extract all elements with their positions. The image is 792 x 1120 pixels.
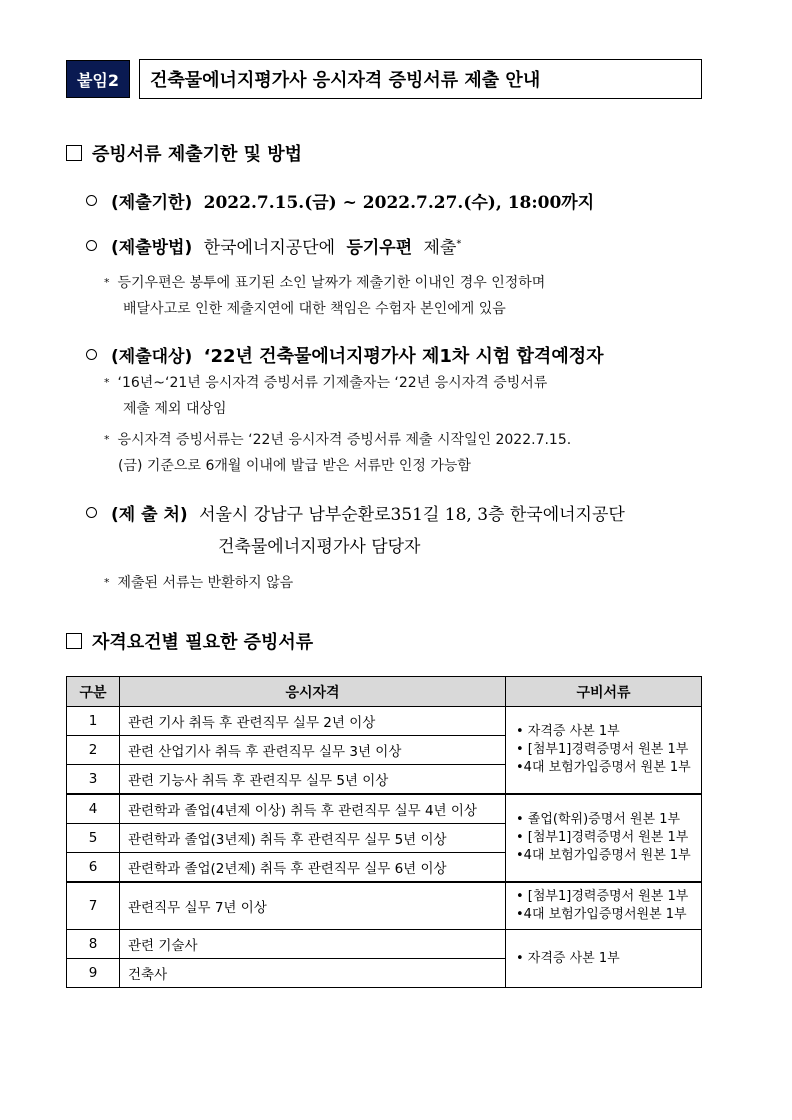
row-num: 3	[67, 765, 120, 795]
docs-group-4	[506, 930, 702, 988]
docs-group-3	[506, 882, 702, 930]
target-note2	[104, 427, 704, 479]
deadline-label: (제출기한)	[111, 193, 193, 213]
checkbox-square-icon	[66, 633, 82, 649]
row-num: 1	[67, 707, 120, 736]
doc-item: • [첨부1]경력증명서 원본 1부	[516, 830, 689, 845]
table-row	[67, 930, 702, 959]
deadline-item	[86, 188, 594, 213]
target-note2-line1: 응시자격 증빙서류는 ‘22년 응시자격 증빙서류 제출 시작일인 2022.7.15.	[117, 432, 572, 448]
target-note1-line2: 제출 제외 대상임	[123, 401, 227, 417]
circle-bullet-icon	[86, 507, 97, 518]
doc-item: • 자격증 사본 1부	[516, 950, 620, 966]
row-qual: 관련직무 실무 7년 이상	[120, 882, 506, 930]
section1-heading	[66, 140, 302, 166]
target-item	[86, 342, 604, 368]
row-qual: 관련 기능사 취득 후 관련직무 실무 5년 이상	[120, 765, 506, 795]
row-num: 9	[67, 959, 120, 988]
star-bullet-icon: *	[104, 433, 110, 446]
page-title: 건축물에너지평가사 응시자격 증빙서류 제출 안내	[139, 59, 702, 99]
table-row	[67, 794, 702, 824]
place-note	[104, 570, 293, 596]
star-bullet-icon: *	[104, 376, 110, 389]
method-text2: 제출	[423, 238, 457, 258]
row-num: 4	[67, 794, 120, 824]
checkbox-square-icon	[66, 145, 82, 161]
circle-bullet-icon	[86, 349, 97, 360]
doc-item: •4대 보험가입증명서 원본 1부	[516, 760, 691, 775]
method-emph: 등기우편	[346, 238, 413, 258]
attachment-badge: 붙임2	[66, 60, 130, 98]
section2-heading	[66, 628, 313, 654]
circle-bullet-icon	[86, 195, 97, 206]
col-header-qual: 응시자격	[120, 677, 506, 707]
place-note-text: 제출된 서류는 반환하지 않음	[117, 575, 294, 591]
method-note-line2: 배달사고로 인한 제출지연에 대한 책임은 수험자 본인에게 있음	[123, 301, 506, 317]
method-note	[104, 270, 704, 322]
target-label: (제출대상)	[111, 347, 193, 367]
row-num: 8	[67, 930, 120, 959]
target-text: ‘22년 건축물에너지평가사 제1차 시험 합격예정자	[203, 346, 604, 367]
method-sup: *	[456, 238, 462, 250]
deadline-text: 2022.7.15.(금) ~ 2022.7.27.(수), 18:00까지	[203, 193, 595, 213]
method-text1: 한국에너지공단에	[203, 238, 336, 258]
doc-item: • 자격증 사본 1부	[516, 724, 620, 739]
table-row	[67, 882, 702, 930]
table-row	[67, 707, 702, 736]
docs-group-1	[506, 707, 702, 795]
place-line1: 서울시 강남구 남부순환로351길 18, 3층 한국에너지공단	[199, 505, 625, 525]
row-qual: 관련학과 졸업(4년제 이상) 취득 후 관련직무 실무 4년 이상	[120, 794, 506, 824]
circle-bullet-icon	[86, 240, 97, 251]
star-bullet-icon: *	[104, 276, 110, 289]
row-qual: 관련 산업기사 취득 후 관련직무 실무 3년 이상	[120, 736, 506, 765]
row-num: 6	[67, 853, 120, 883]
row-qual: 관련 기술사	[120, 930, 506, 959]
table-header-row	[67, 677, 702, 707]
row-qual: 건축사	[120, 959, 506, 988]
doc-item: • 졸업(학위)증명서 원본 1부	[516, 812, 681, 827]
col-header-docs: 구비서류	[506, 677, 702, 707]
method-item	[86, 233, 461, 258]
target-note1-line1: ‘16년~‘21년 응시자격 증빙서류 기제출자는 ‘22년 응시자격 증빙서류	[117, 375, 548, 391]
row-num: 7	[67, 882, 120, 930]
doc-item: • [첨부1]경력증명서 원본 1부	[516, 742, 689, 757]
row-qual: 관련학과 졸업(2년제) 취득 후 관련직무 실무 6년 이상	[120, 853, 506, 883]
section2-heading-text: 자격요건별 필요한 증빙서류	[92, 632, 314, 653]
star-bullet-icon: *	[104, 576, 110, 589]
target-note1	[104, 370, 704, 422]
row-num: 2	[67, 736, 120, 765]
target-note2-line2: (금) 기준으로 6개월 이내에 발급 받은 서류만 인정 가능함	[118, 458, 471, 474]
place-item	[86, 500, 625, 525]
doc-item: •4대 보험가입증명서 원본 1부	[516, 848, 691, 863]
method-note-line1: 등기우편은 봉투에 표기된 소인 날짜가 제출기한 이내인 경우 인정하며	[117, 275, 546, 291]
doc-item: • [첨부1]경력증명서 원본 1부	[516, 889, 689, 904]
docs-group-2	[506, 794, 702, 882]
col-header-num: 구분	[67, 677, 120, 707]
method-label: (제출방법)	[111, 238, 193, 258]
place-line2: 건축물에너지평가사 담당자	[218, 537, 421, 557]
place-label: (제 출 처)	[111, 505, 188, 525]
requirements-table	[66, 676, 702, 988]
section1-heading-text: 증빙서류 제출기한 및 방법	[92, 144, 303, 165]
doc-item: •4대 보험가입증명서원본 1부	[516, 907, 687, 922]
row-qual: 관련 기사 취득 후 관련직무 실무 2년 이상	[120, 707, 506, 736]
row-qual: 관련학과 졸업(3년제) 취득 후 관련직무 실무 5년 이상	[120, 824, 506, 853]
row-num: 5	[67, 824, 120, 853]
